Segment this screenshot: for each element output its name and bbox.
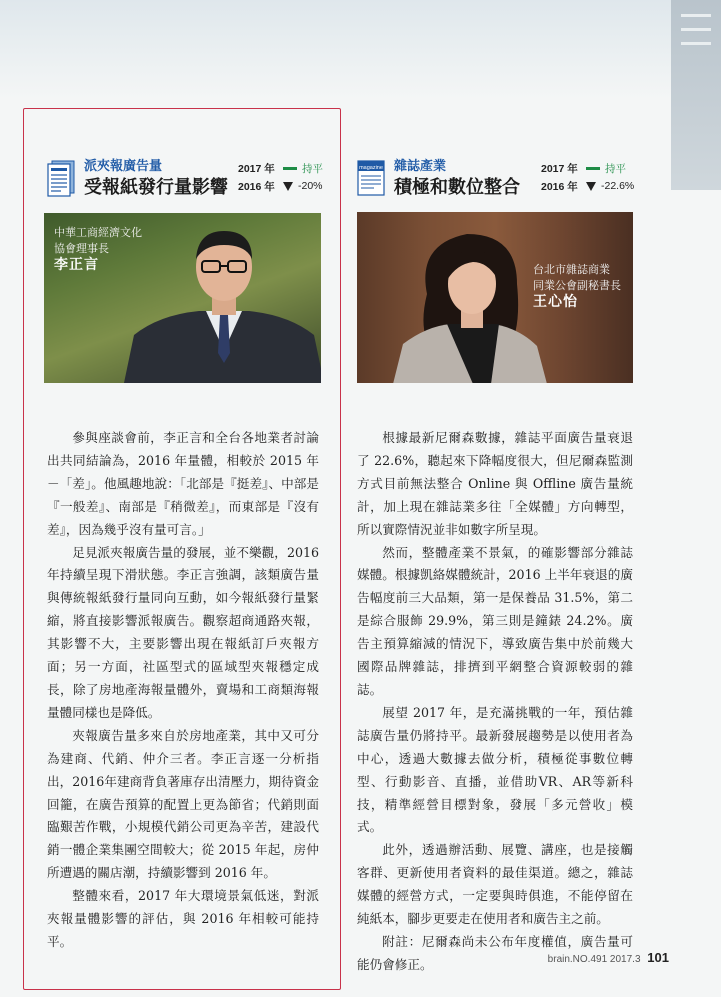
paragraph: 然而，整體產業不景氣，的確影響部分雜誌媒體。根據凱絡媒體統計，2016 上半年衰退的廣告幅度前三大品類，第一是保養品 31.5%，第二是綜合服飾 29.9%，第三則是鐘錶 24.2%。廣告主預算縮減的情況下，導致廣告集中於前幾大國際品牌雜誌，排擠到平網整合資源較弱的雜誌。: [357, 544, 633, 697]
stat-row-2017: [238, 159, 323, 177]
stat-value: -22.6%: [601, 180, 635, 192]
side-tab-line: [681, 28, 711, 31]
magazine-icon-label: magazine: [359, 165, 383, 171]
section-title: 受報紙發行量影響: [84, 177, 228, 198]
section-category: 派夾報廣告量: [84, 159, 163, 174]
page-top-band: [0, 0, 721, 100]
flat-dash-icon: [586, 167, 600, 170]
newspaper-icon: [46, 159, 76, 197]
caption-org-line: 中華工商經濟文化: [54, 226, 142, 239]
right-section-header: [356, 155, 646, 201]
left-article-body: [47, 427, 319, 954]
caption-org-line: 同業公會副秘書長: [533, 279, 621, 292]
paragraph: 展望 2017 年，是充滿挑戰的一年，預估雜誌廣告量仍將持平。最新發展趨勢是以使用者為中心，透過大數據去做分析，積極從事數位轉型、行動影音、直播，並借助VR、AR等新科技，精準經營目標對象，發展「多元營收」模式。: [357, 704, 633, 835]
side-tab-line: [681, 42, 711, 45]
side-tab: [671, 0, 721, 190]
stat-year: 2017 年: [238, 162, 275, 175]
stat-year: 2016 年: [238, 180, 275, 193]
down-triangle-icon: [586, 182, 596, 191]
paragraph: 足見派夾報廣告量的發展，並不樂觀，2016 年持續呈現下滑狀態。李正言強調，該類廣告量與傳統報紙發行量同向互動，如今報紙發行量緊縮，將直接影響派報廣告。觀察超商通路夾報，其影響不大，主要影響出現在報紙訂戶夾報方面；另一方面，社區型式的區域型夾報穩定成長，除了房地產海報量體外，賣場和工商類海報量體同樣也是降低。: [47, 544, 319, 720]
stat-row-2016: [238, 177, 323, 195]
stat-value: 持平: [302, 162, 323, 175]
paragraph: 此外，透過辦活動、展覽、講座，也是接觸客群、更新使用者資料的最佳渠道。總之，雜誌媒體的經營方式，一定要與時俱進，不能停留在純紙本，腳步更要走在使用者和廣告主之前。: [357, 842, 633, 927]
issue-info: brain.NO.491 2017.3: [547, 954, 641, 965]
page-footer: [548, 950, 669, 965]
down-triangle-icon: [283, 182, 293, 191]
person-illustration: [124, 223, 321, 383]
stat-row-2016: [541, 177, 634, 195]
right-article-body: [357, 427, 633, 977]
paragraph: 參與座談會前，李正言和全台各地業者討論出共同結論為，2016 年量體，相較於 2015 年－「差」。他風趣地說：「北部是『挺差』、中部是『一般差』、南部是『稍微差』，而東部是『沒有差』，因為幾乎沒有量可言。」: [47, 430, 319, 537]
paragraph: 附註：尼爾森尚未公布年度權值，廣告量可能仍會修正。: [357, 933, 633, 972]
photo-caption: [54, 225, 142, 273]
caption-name: 李正言: [54, 257, 99, 273]
left-section-header: [46, 155, 336, 201]
portrait-photo-left: [44, 213, 321, 383]
magazine-icon: [356, 159, 386, 197]
stat-value: -20%: [298, 180, 323, 192]
growth-stats: [541, 159, 634, 195]
caption-org-line: 協會理事長: [54, 242, 109, 255]
caption-name: 王心怡: [533, 294, 578, 310]
section-title: 積極和數位整合: [394, 177, 520, 198]
stat-year: 2016 年: [541, 180, 578, 193]
stat-year: 2017 年: [541, 162, 578, 175]
paragraph: 整體來看，2017 年大環境景氣低迷，對派夾報量體影響的評估，與 2016 年相較可能持平。: [47, 888, 319, 949]
paragraph: 夾報廣告量多來自於房地產業，其中又可分為建商、代銷、仲介三者。李正言逐一分析指出，2016年建商背負著庫存出清壓力，期待資金回籠，在廣告預算的配置上更為節省；代銷則面臨艱苦作戰，小規模代銷公司更為辛苦，建設代銷一體企業集團空間較大；從 2015 年起，房仲所遭遇的關店潮，持續影響到 2016 年。: [47, 727, 319, 881]
paragraph: 根據最新尼爾森數據，雜誌平面廣告量衰退了 22.6%，聽起來下降幅度很大，但尼爾森監測方式目前無法整合 Online 與 Offline 廣告量統計，加上現在雜誌業多往「全媒體」方向轉型，所以實際情況並非如數字所呈現。: [357, 430, 633, 537]
photo-caption: [533, 262, 621, 310]
portrait-photo-right: [357, 212, 633, 383]
section-category: 雜誌產業: [394, 159, 447, 174]
stat-row-2017: [541, 159, 634, 177]
side-tab-line: [681, 14, 711, 17]
flat-dash-icon: [283, 167, 297, 170]
growth-stats: [238, 159, 323, 195]
caption-org-line: 台北市雜誌商業: [533, 263, 610, 276]
page-number: 101: [647, 950, 669, 965]
stat-value: 持平: [605, 162, 626, 175]
